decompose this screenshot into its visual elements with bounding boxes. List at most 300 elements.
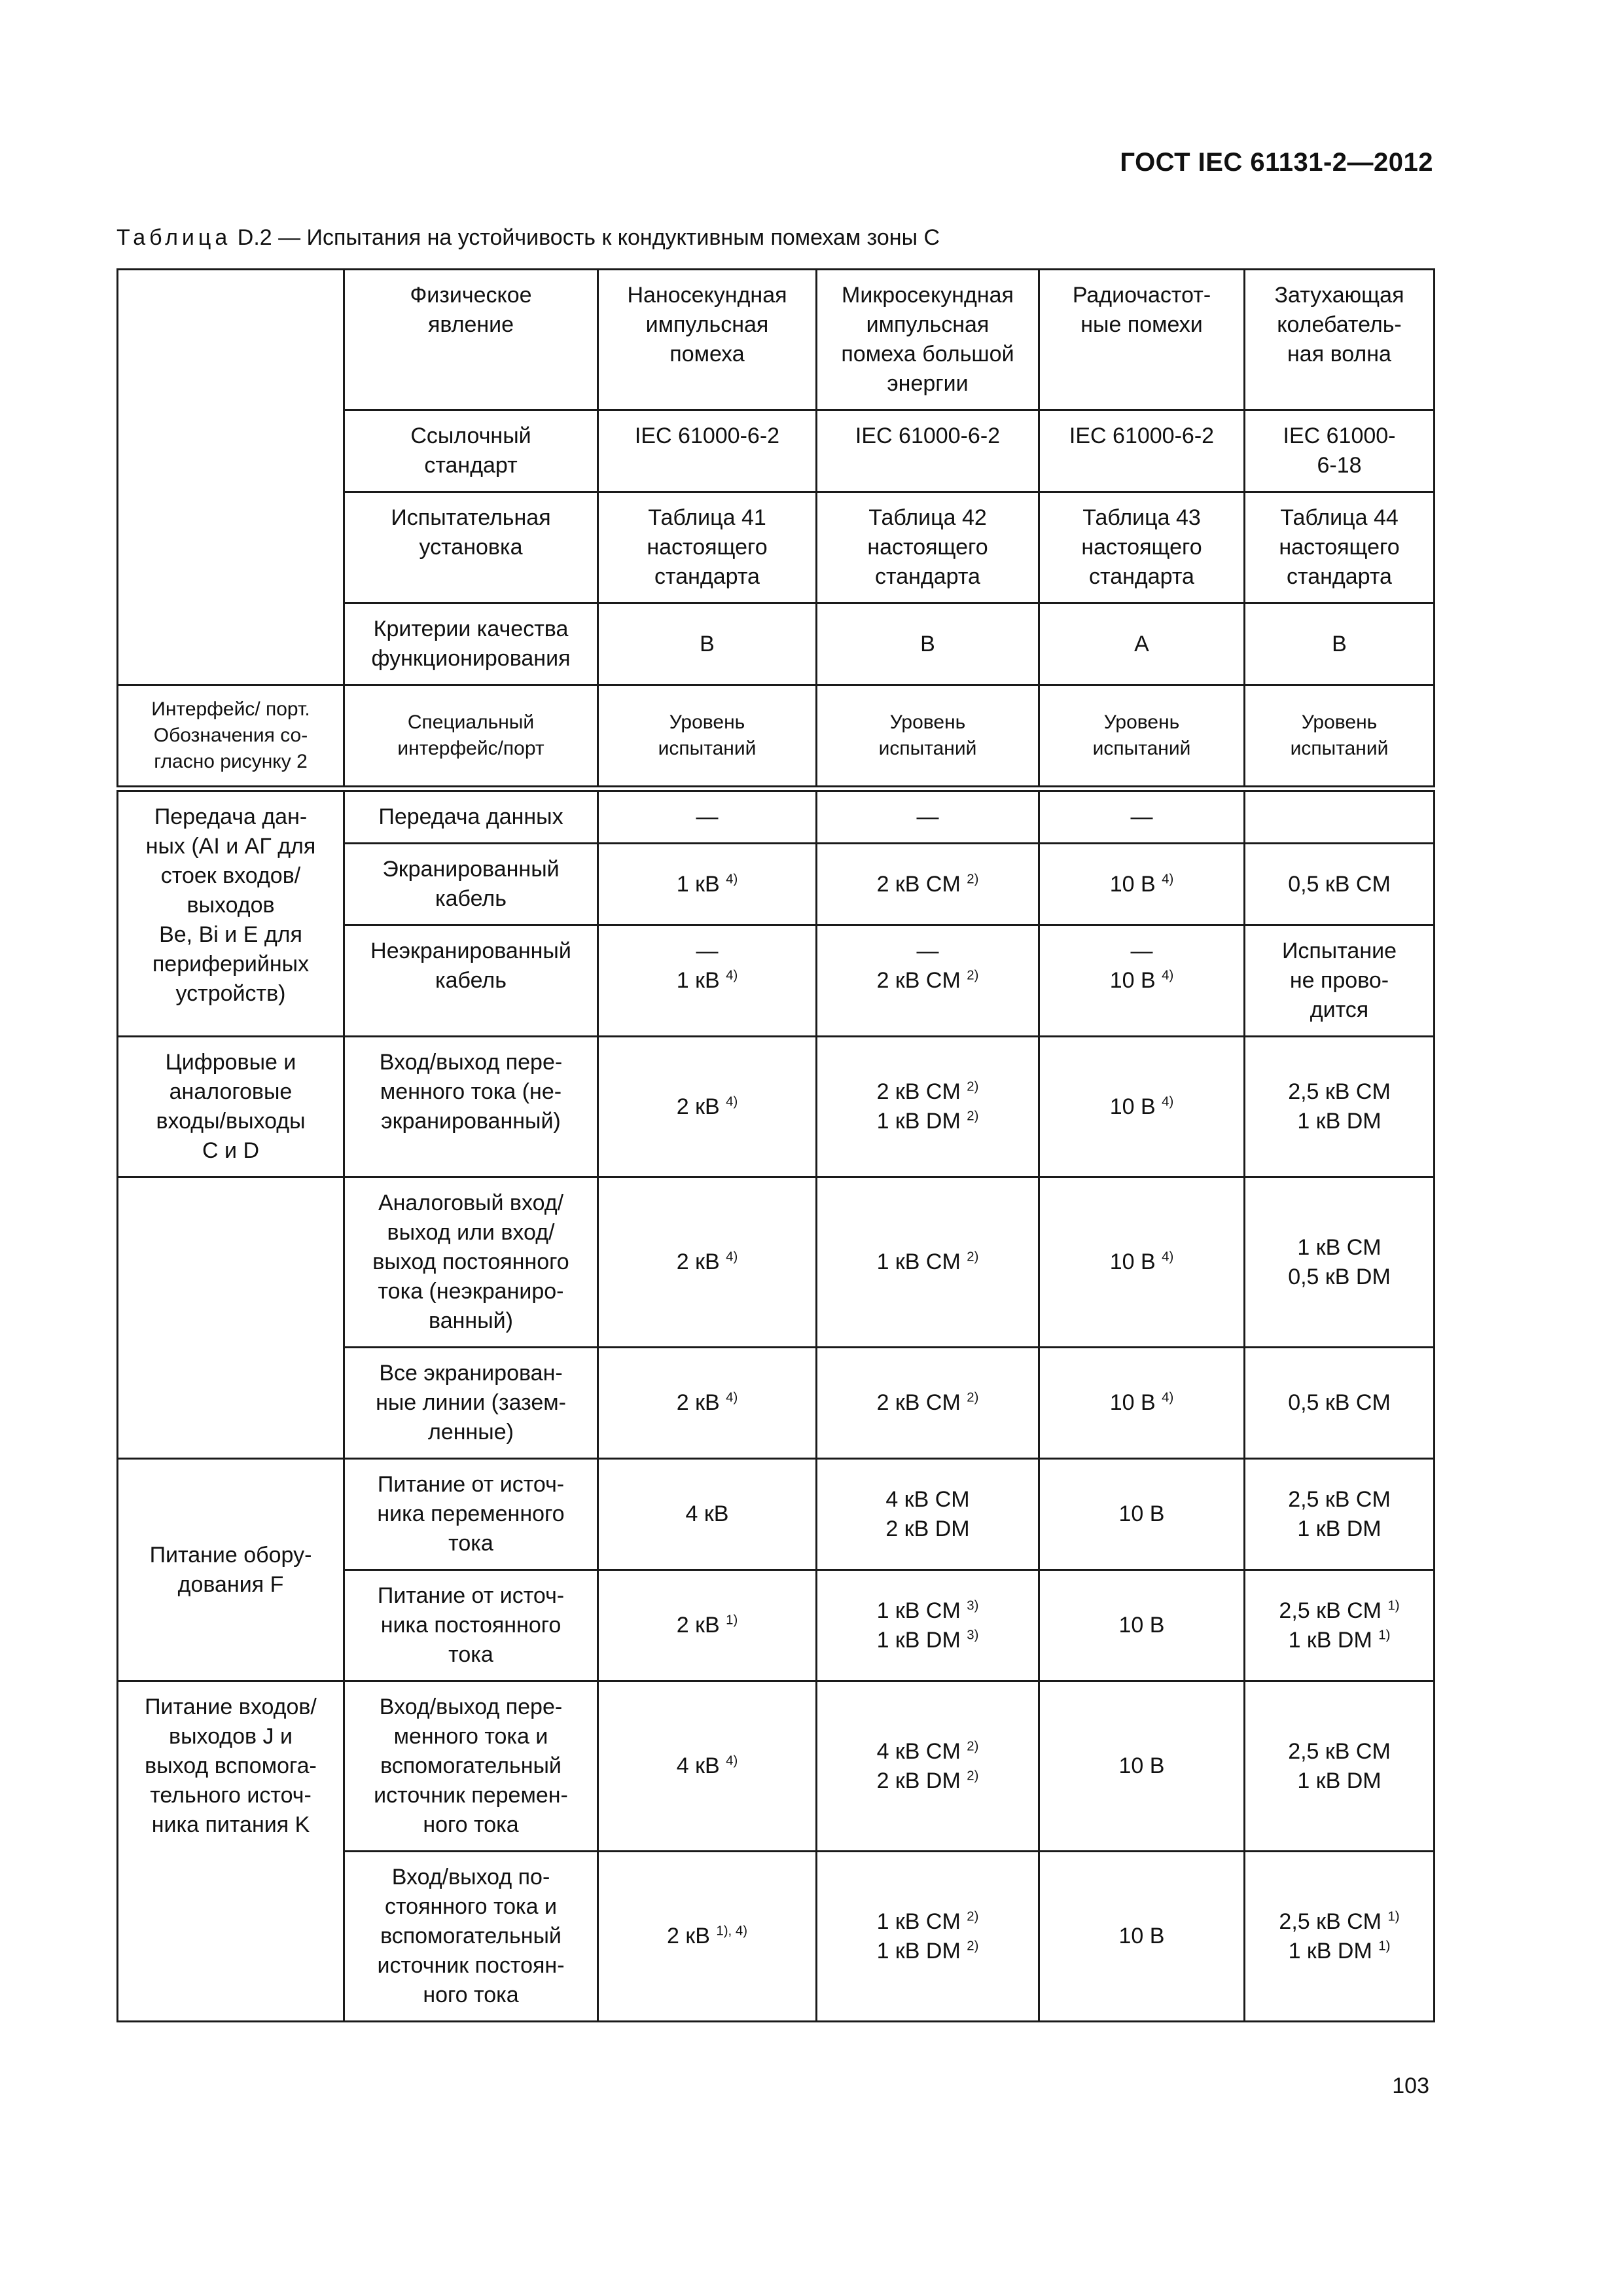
value-line <box>1252 1077 1427 1107</box>
value-text: 2 кВ CM <box>876 1079 961 1104</box>
test-level-cell <box>1039 844 1245 925</box>
value-line <box>1252 870 1427 899</box>
footnote-ref: 1) <box>1387 1909 1400 1924</box>
value-line <box>824 870 1031 899</box>
footnote-ref: 2) <box>967 1079 979 1094</box>
parameter-value-cell <box>1245 410 1435 492</box>
value-line <box>824 1107 1031 1136</box>
footnote-ref: 4) <box>1162 968 1174 983</box>
test-level-cell <box>817 844 1039 925</box>
cell-line: периферийных <box>152 952 310 977</box>
footnote-ref: 2) <box>967 1768 979 1784</box>
value-text: 4 кВ CM <box>876 1738 961 1764</box>
value-line <box>1046 1388 1237 1418</box>
value-line <box>824 937 1031 966</box>
test-level-cell <box>598 925 817 1037</box>
test-level-cell <box>817 1459 1039 1570</box>
value-line <box>824 1767 1031 1796</box>
footnote-ref: 3) <box>967 1598 979 1613</box>
value-line <box>1252 1907 1427 1937</box>
value-text: Испытание <box>1281 939 1397 963</box>
value-text: 1 кВ DM <box>1288 1938 1372 1964</box>
port-cell <box>344 844 598 925</box>
cell-line: стоек входов/ <box>160 863 301 888</box>
cell-line: ного тока <box>423 1982 519 2007</box>
parameter-label-cell <box>344 270 598 410</box>
port-cell <box>344 1570 598 1681</box>
test-level-cell <box>817 1681 1039 1852</box>
value-line <box>605 1922 809 1951</box>
interface-group-cell <box>118 789 344 1037</box>
value-text: 1 кВ DM <box>1288 1627 1372 1653</box>
cell-line: ника питания K <box>151 1812 310 1837</box>
test-level-cell <box>817 1037 1039 1177</box>
cell-line: установка <box>419 535 523 560</box>
test-level-cell <box>598 1570 817 1681</box>
parameter-label-cell <box>344 603 598 685</box>
value-text: 10 В <box>1109 1249 1156 1274</box>
value-text: 1 кВ CM <box>876 1249 961 1274</box>
cell-line: выход постоянного <box>372 1249 569 1274</box>
footnote-ref: 2) <box>967 1739 979 1754</box>
cell-line: экранированный) <box>381 1109 561 1134</box>
parameter-value-cell <box>817 603 1039 685</box>
value-text: 1 кВ DM <box>876 1109 961 1134</box>
value-text: 2,5 кВ CM <box>1288 1486 1391 1512</box>
footnote-ref: 4) <box>1162 1390 1174 1405</box>
test-level-cell <box>1039 1681 1245 1852</box>
cell-line: стоянного тока и <box>384 1894 558 1919</box>
value-line <box>1252 1263 1427 1292</box>
test-level-cell <box>1039 1852 1245 2022</box>
value-line <box>1252 1107 1427 1136</box>
value-line <box>605 937 809 966</box>
value-line <box>605 1388 809 1418</box>
value-text: 2 кВ <box>676 1613 720 1638</box>
table-row <box>118 1177 1435 1348</box>
value-line <box>1252 937 1427 966</box>
value-line <box>605 966 809 996</box>
value-text: 2,5 кВ CM <box>1288 1079 1391 1104</box>
value-line <box>824 802 1031 832</box>
cell-line: 6-18 <box>1317 453 1362 478</box>
cell-line: Интерфейс/ порт. <box>151 698 310 720</box>
cell-line: Таблица 41 <box>648 505 766 530</box>
value-text: 4 кВ <box>685 1501 729 1526</box>
value-text: 1 кВ CM <box>876 1909 961 1934</box>
footnote-ref: 4) <box>1162 872 1174 887</box>
value-line <box>1252 1388 1427 1418</box>
value-text: 2,5 кВ CM <box>1288 1738 1391 1764</box>
value-text: 10 В <box>1109 968 1156 993</box>
cell-line: Обозначения со- <box>153 725 308 746</box>
value-line <box>824 1596 1031 1626</box>
cell-line: стандарта <box>654 564 760 589</box>
cell-line: помеха большой <box>841 342 1014 367</box>
cell-line: Неэкранированный <box>370 939 571 963</box>
cell-line: настоящего <box>867 535 988 560</box>
value-text: 0,5 кВ DM <box>1288 1264 1391 1289</box>
cell-line: источник перемен- <box>374 1783 568 1808</box>
value-text: — <box>916 939 939 963</box>
test-level-cell <box>817 925 1039 1037</box>
cell-line: Микросекундная <box>842 283 1014 308</box>
standard-header: ГОСТ IEC 61131-2—2012 <box>1120 148 1433 177</box>
value-line <box>1252 1937 1427 1966</box>
footnote-ref: 1) <box>1378 1939 1391 1954</box>
parameter-value-cell <box>1039 410 1245 492</box>
test-level-header-cell <box>598 685 817 789</box>
value-text: 10 В <box>1109 1094 1156 1119</box>
value-text: — <box>916 804 939 829</box>
cell-line: явление <box>427 312 514 337</box>
cell-line: ные помехи <box>1080 312 1203 337</box>
cell-line: Аналоговый вход/ <box>378 1191 564 1215</box>
value-line <box>824 1907 1031 1937</box>
test-level-cell <box>1245 1681 1435 1852</box>
table-caption <box>116 225 940 251</box>
test-level-cell <box>1039 1037 1245 1177</box>
cell-line: IEC 61000-6-2 <box>634 423 780 448</box>
footnote-ref: 1) <box>726 1613 738 1628</box>
test-level-cell <box>598 844 817 925</box>
value-line <box>1046 937 1237 966</box>
special-port-header-cell <box>344 685 598 789</box>
value-text: 10 В <box>1118 1924 1165 1948</box>
value-line <box>605 1092 809 1122</box>
value-text: — <box>696 939 719 963</box>
parameter-value-cell <box>1245 492 1435 603</box>
cell-line: Уровень <box>889 711 966 733</box>
port-cell <box>344 1037 598 1177</box>
value-line <box>1046 1611 1237 1640</box>
cell-line: энергии <box>887 371 969 396</box>
value-text: 1 кВ DM <box>876 1627 961 1653</box>
parameter-label-cell <box>344 492 598 603</box>
cell-line: Испытательная <box>391 505 551 530</box>
value-text: 10 В <box>1109 1390 1156 1415</box>
cell-line: стандарт <box>424 453 518 478</box>
cell-line: ные линии (зазем- <box>376 1390 566 1415</box>
cell-line: Физическое <box>410 283 532 308</box>
cell-line: испытаний <box>1092 738 1191 759</box>
test-level-cell <box>1039 1177 1245 1348</box>
value-line <box>1046 1247 1237 1277</box>
test-level-cell <box>817 1348 1039 1459</box>
cell-line: тока <box>448 1642 493 1667</box>
value-line <box>824 1737 1031 1767</box>
value-line <box>824 1388 1031 1418</box>
cell-line: Питание от источ- <box>377 1583 565 1608</box>
value-line <box>605 1247 809 1277</box>
test-level-cell <box>1245 1570 1435 1681</box>
cell-line: менного тока и <box>393 1724 548 1749</box>
cell-line: настоящего <box>1081 535 1202 560</box>
value-line <box>824 1077 1031 1107</box>
cell-line: Вход/выход пере- <box>379 1695 563 1719</box>
cell-line: интерфейс/порт <box>397 738 544 759</box>
footnote-ref: 2) <box>967 1939 979 1954</box>
value-text: 2 кВ <box>676 1390 720 1415</box>
value-text: дится <box>1310 997 1369 1022</box>
parameter-value-cell <box>1039 270 1245 410</box>
cell-line: стандарта <box>875 564 980 589</box>
footnote-ref: 1) <box>1378 1628 1391 1643</box>
table-caption-text: D.2 — Испытания на устойчивость к кондуктивным помехам зоны C <box>231 225 940 250</box>
test-level-cell <box>1245 1177 1435 1348</box>
footnote-ref: 4) <box>726 1249 738 1265</box>
footnote-ref: 4) <box>726 1094 738 1109</box>
footnote-ref: 4) <box>726 872 738 887</box>
cell-line: A <box>1134 631 1149 656</box>
footnote-ref: 2) <box>967 1109 979 1124</box>
value-text: 2 кВ CM <box>876 1390 961 1415</box>
value-text: 2 кВ CM <box>876 968 961 993</box>
cell-line: аналоговые <box>169 1079 293 1104</box>
cell-line: стандарта <box>1089 564 1194 589</box>
value-text: 4 кВ CM <box>885 1486 970 1512</box>
value-text: 1 кВ CM <box>1297 1234 1382 1260</box>
value-line <box>824 1485 1031 1515</box>
value-line <box>1046 870 1237 899</box>
cell-line: Уровень <box>1301 711 1378 733</box>
value-text: 2 кВ <box>667 1924 710 1948</box>
cell-line: испытаний <box>878 738 977 759</box>
value-text: 1 кВ CM <box>876 1598 961 1623</box>
footnote-ref: 1) <box>1387 1598 1400 1613</box>
test-level-cell <box>598 1348 817 1459</box>
test-level-header-cell <box>1245 685 1435 789</box>
cell-line: испытаний <box>1290 738 1389 759</box>
interface-header-cell <box>118 685 344 789</box>
cell-line: ленные) <box>428 1420 514 1444</box>
parameter-value-cell <box>817 410 1039 492</box>
parameter-value-cell <box>598 492 817 603</box>
cell-line: Питание входов/ <box>145 1695 317 1719</box>
value-line <box>605 802 809 832</box>
table-row <box>118 1681 1435 1852</box>
cell-line: импульсная <box>645 312 769 337</box>
parameter-value-cell <box>1039 492 1245 603</box>
test-level-cell <box>1245 789 1435 844</box>
test-level-cell <box>817 1852 1039 2022</box>
value-text: не прово- <box>1289 968 1389 993</box>
port-cell <box>344 1177 598 1348</box>
value-text: 1 кВ DM <box>1297 1109 1382 1134</box>
cell-line: B <box>700 631 715 656</box>
cell-line: ного тока <box>423 1812 519 1837</box>
cell-line: Передача данных <box>378 804 563 829</box>
value-line <box>1252 1737 1427 1767</box>
cell-line: кабель <box>435 968 507 993</box>
footnote-ref: 2) <box>967 1249 979 1265</box>
value-text: 1 кВ <box>676 871 720 897</box>
test-level-cell <box>817 1177 1039 1348</box>
cell-line: Уровень <box>669 711 745 733</box>
value-line <box>1252 1485 1427 1515</box>
test-level-cell <box>1245 1459 1435 1570</box>
cell-line: колебатель- <box>1277 312 1402 337</box>
footnote-ref: 4) <box>726 968 738 983</box>
footnote-ref: 3) <box>967 1628 979 1643</box>
parameter-value-cell <box>817 270 1039 410</box>
table-row <box>118 270 1435 410</box>
value-line <box>1252 1767 1427 1796</box>
test-level-header-cell <box>1039 685 1245 789</box>
parameter-value-cell <box>817 492 1039 603</box>
footnote-ref: 4) <box>1162 1094 1174 1109</box>
interface-group-cell <box>118 1037 344 1177</box>
value-text: 10 В <box>1118 1753 1165 1778</box>
cell-line: Цифровые и <box>165 1050 296 1075</box>
value-text: 1 кВ DM <box>1297 1768 1382 1793</box>
immunity-test-table <box>116 268 1435 2022</box>
footnote-ref: 1), 4) <box>716 1924 747 1939</box>
test-level-cell <box>598 789 817 844</box>
cell-line: выходов J и <box>169 1724 293 1749</box>
test-level-cell <box>598 1459 817 1570</box>
value-text: 2 кВ <box>676 1094 720 1119</box>
parameter-value-cell <box>1039 603 1245 685</box>
test-level-cell <box>1245 1037 1435 1177</box>
test-level-cell <box>817 1570 1039 1681</box>
cell-line: тока (неэкраниро- <box>378 1279 564 1304</box>
cell-line: ника постоянного <box>380 1613 562 1638</box>
footnote-ref: 4) <box>726 1390 738 1405</box>
value-line <box>605 1499 809 1529</box>
value-text: 2 кВ CM <box>876 871 961 897</box>
value-line <box>605 1611 809 1640</box>
value-line <box>605 1751 809 1781</box>
test-level-cell <box>598 1037 817 1177</box>
table-row <box>118 789 1435 844</box>
test-level-cell <box>598 1852 817 2022</box>
cell-line: настоящего <box>1279 535 1400 560</box>
cell-line: испытаний <box>658 738 757 759</box>
footnote-ref: 4) <box>1162 1249 1174 1265</box>
value-text: 1 кВ DM <box>876 1938 961 1964</box>
value-text: 2 кВ <box>676 1249 720 1274</box>
value-text: 4 кВ <box>676 1753 720 1778</box>
port-cell <box>344 1681 598 1852</box>
cell-line: Питание от источ- <box>377 1472 565 1497</box>
cell-line: Таблица 44 <box>1280 505 1399 530</box>
value-line <box>1252 996 1427 1025</box>
value-text: 10 В <box>1109 871 1156 897</box>
blank-corner-cell <box>118 270 344 685</box>
port-cell <box>344 925 598 1037</box>
value-text: 1 кВ <box>676 968 720 993</box>
cell-line: устройств) <box>175 981 286 1006</box>
test-level-cell <box>1039 1570 1245 1681</box>
table-body <box>118 270 1435 2022</box>
cell-line: ника переменного <box>377 1501 565 1526</box>
cell-line: Радиочастот- <box>1072 283 1211 308</box>
interface-group-cell <box>118 1459 344 1681</box>
cell-line: вспомогательный <box>380 1924 562 1948</box>
column-header-row <box>118 685 1435 789</box>
cell-line: Специальный <box>407 711 535 733</box>
cell-line: ных (AI и AГ для <box>145 834 316 859</box>
cell-line: входы/выходы <box>156 1109 306 1134</box>
cell-line: выход вспомога- <box>145 1753 317 1778</box>
cell-line: C и D <box>202 1138 259 1163</box>
footnote-ref: 4) <box>726 1753 738 1768</box>
value-text: 0,5 кВ CM <box>1288 871 1391 897</box>
cell-line: Критерии качества <box>373 617 569 641</box>
cell-line: B <box>1332 631 1347 656</box>
cell-line: помеха <box>669 342 745 367</box>
cell-line: настоящего <box>647 535 768 560</box>
cell-line: ная волна <box>1287 342 1391 367</box>
cell-line: Экранированный <box>382 857 560 882</box>
value-line <box>1252 1515 1427 1544</box>
test-level-header-cell <box>817 685 1039 789</box>
test-level-cell <box>1245 1852 1435 2022</box>
cell-line: выход или вход/ <box>387 1220 555 1245</box>
test-level-cell <box>1245 925 1435 1037</box>
value-text: 2 кВ DM <box>885 1516 970 1541</box>
value-line <box>1252 1233 1427 1263</box>
port-cell <box>344 1459 598 1570</box>
cell-line: IEC 61000- <box>1283 423 1396 448</box>
footnote-ref: 2) <box>967 1909 979 1924</box>
value-line <box>1252 1596 1427 1626</box>
cell-line: Ссылочный <box>410 423 531 448</box>
cell-line: Таблица 42 <box>868 505 987 530</box>
cell-line: Вход/выход пере- <box>379 1050 563 1075</box>
test-level-cell <box>1039 1348 1245 1459</box>
cell-line: стандарта <box>1287 564 1392 589</box>
parameter-value-cell <box>1245 603 1435 685</box>
value-line <box>1046 966 1237 996</box>
value-text: 2 кВ DM <box>876 1768 961 1793</box>
test-level-cell <box>1039 925 1245 1037</box>
footnote-ref: 2) <box>967 872 979 887</box>
test-level-cell <box>598 1177 817 1348</box>
cell-line: Таблица 43 <box>1082 505 1201 530</box>
value-line <box>1046 1499 1237 1529</box>
value-text: 2,5 кВ CM <box>1279 1909 1382 1934</box>
cell-line: IEC 61000-6-2 <box>855 423 1001 448</box>
value-line <box>824 966 1031 996</box>
value-text: — <box>696 804 719 829</box>
cell-line: Уровень <box>1103 711 1180 733</box>
cell-line: тока <box>448 1531 493 1556</box>
test-level-cell <box>598 1681 817 1852</box>
value-line <box>1252 1626 1427 1655</box>
test-level-cell <box>817 789 1039 844</box>
test-level-cell <box>1245 1348 1435 1459</box>
cell-line: вспомогательный <box>380 1753 562 1778</box>
test-level-cell <box>1039 789 1245 844</box>
value-text: 2,5 кВ CM <box>1279 1598 1382 1623</box>
cell-line: источник постоян- <box>377 1953 565 1978</box>
value-line <box>1046 802 1237 832</box>
cell-line: Передача дан- <box>154 804 308 829</box>
parameter-value-cell <box>598 270 817 410</box>
test-level-cell <box>1039 1459 1245 1570</box>
port-cell <box>344 1348 598 1459</box>
cell-line: Be, Bi и E для <box>159 922 302 947</box>
port-cell <box>344 1852 598 2022</box>
value-text: 0,5 кВ CM <box>1288 1390 1391 1415</box>
cell-line: выходов <box>187 893 275 918</box>
parameter-value-cell <box>598 410 817 492</box>
cell-line: B <box>920 631 935 656</box>
value-line <box>824 1626 1031 1655</box>
parameter-label-cell <box>344 410 598 492</box>
